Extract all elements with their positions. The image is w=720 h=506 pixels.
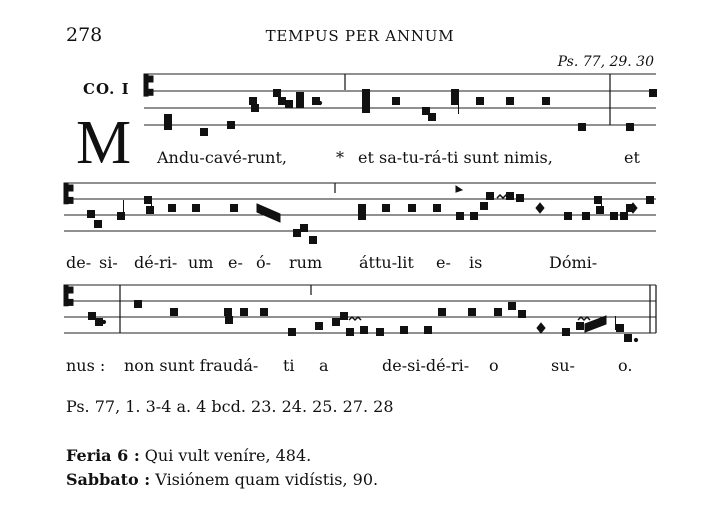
- clef-mark: [67, 185, 73, 191]
- custos: [456, 186, 462, 192]
- neume-note: [193, 205, 200, 212]
- lyric-syllables: Andu-cavé-runt,: [157, 148, 287, 167]
- neume-note: [383, 205, 390, 212]
- neume-note: [228, 122, 235, 129]
- mora-dot: [102, 320, 105, 323]
- staff-lines: [64, 74, 656, 333]
- neume-note: [225, 309, 232, 316]
- lyric-syllable: de-: [66, 253, 92, 272]
- neume-note: [301, 225, 308, 232]
- neume-note: [487, 193, 494, 200]
- neume-note: [297, 93, 304, 100]
- neume-note: [611, 213, 618, 220]
- neume-note: [457, 213, 464, 220]
- neume-note: [347, 329, 354, 336]
- lyric-syllable: um: [188, 253, 214, 272]
- page-number: 278: [66, 24, 103, 46]
- lyric-syllables: et sa-tu-rá-ti sunt nimis,: [358, 148, 553, 167]
- neume-note: [481, 203, 488, 210]
- lyric-syllable: su-: [551, 356, 575, 375]
- neume-note: [363, 98, 370, 105]
- mora-dot: [634, 338, 637, 341]
- neume-note: [89, 313, 96, 320]
- lyric-syllables: et: [624, 148, 640, 167]
- lyric-syllable: rum: [289, 253, 323, 272]
- neume-note: [169, 205, 176, 212]
- mora-dot: [630, 127, 633, 130]
- neume-note: [165, 115, 172, 122]
- neume-note: [341, 313, 348, 320]
- neume-note: [625, 335, 632, 342]
- lyric-syllable: de-si-dé-ri-: [382, 356, 470, 375]
- neume-note: [469, 309, 476, 316]
- lyric-syllable: o: [489, 356, 499, 375]
- neume-note: [274, 90, 281, 97]
- neume-note: [310, 237, 317, 244]
- neume-note: [145, 197, 152, 204]
- lyric-asterisk: *: [336, 148, 344, 167]
- lyric-syllable: o.: [618, 356, 633, 375]
- initial-letter: M: [76, 109, 132, 177]
- lyric-syllable: nus :: [66, 356, 106, 375]
- mora-dot: [318, 101, 321, 104]
- neume-note: [517, 195, 524, 202]
- neume-note: [88, 211, 95, 218]
- clef-mark: [147, 76, 153, 82]
- neume-note: [250, 98, 257, 105]
- lyric-syllable: non sunt fraudá-: [124, 356, 259, 375]
- neume-note: [579, 124, 586, 131]
- neume-diamond: [536, 203, 544, 213]
- lyric-syllable: si-: [99, 253, 118, 272]
- neume-note: [165, 123, 172, 130]
- neume-note: [333, 319, 340, 326]
- neume-note: [495, 309, 502, 316]
- chant-label: CO. I: [83, 80, 130, 98]
- neume-note: [621, 213, 628, 220]
- feria-text: Visiónem quam vidístis, 90.: [150, 470, 379, 489]
- lyric-syllable: dé-ri-: [134, 253, 178, 272]
- neume-note: [452, 98, 459, 105]
- neume-note: [617, 325, 624, 332]
- neume-note: [434, 205, 441, 212]
- neume-note: [565, 213, 572, 220]
- clef-mark: [67, 287, 73, 293]
- neume-note: [583, 213, 590, 220]
- neume-note: [241, 309, 248, 316]
- lyric-syllable: a: [319, 356, 329, 375]
- lyric-syllable: e-: [228, 253, 243, 272]
- lyric-syllable: áttu-lit: [359, 253, 414, 272]
- neume-note: [297, 101, 304, 108]
- feria-day: Sabbato :: [66, 470, 151, 489]
- running-title: TEMPUS PER ANNUM: [265, 27, 455, 45]
- neume-note: [595, 197, 602, 204]
- neume-note: [509, 303, 516, 310]
- clef-mark: [147, 89, 153, 95]
- neume-note: [147, 207, 154, 214]
- neume-diamond: [537, 323, 545, 333]
- neume-note: [507, 98, 514, 105]
- neume-note: [359, 213, 366, 220]
- psalm-verses: Ps. 77, 1. 3-4 a. 4 bcd. 23. 24. 25. 27. 28: [66, 397, 394, 416]
- neume-note: [171, 309, 178, 316]
- clef-mark: [67, 197, 73, 203]
- feria-text: Qui vult veníre, 484.: [139, 446, 312, 465]
- neume-note: [95, 221, 102, 228]
- neume-note: [377, 329, 384, 336]
- neume-note: [425, 327, 432, 334]
- neume-note: [439, 309, 446, 316]
- feria-line-2: [66, 470, 378, 489]
- clef-mark: [67, 299, 73, 305]
- neume-note: [359, 205, 366, 212]
- neume-note: [363, 106, 370, 113]
- neume-note: [361, 327, 368, 334]
- neume-note: [543, 98, 550, 105]
- neume-note: [409, 205, 416, 212]
- neume-ligature: [257, 204, 280, 222]
- neume-note: [201, 129, 208, 136]
- neume-note: [650, 90, 657, 97]
- lyric-syllable: Dómi-: [549, 253, 598, 272]
- neume-note: [471, 213, 478, 220]
- neume-note: [519, 311, 526, 318]
- neume-note: [286, 101, 293, 108]
- neume-note: [477, 98, 484, 105]
- psalm-reference: Ps. 77, 29. 30: [557, 54, 654, 70]
- neume-note: [252, 105, 259, 112]
- neume-note: [279, 98, 286, 105]
- neume-note: [563, 329, 570, 336]
- neume-note: [452, 90, 459, 97]
- neume-note: [135, 301, 142, 308]
- neume-note: [363, 90, 370, 97]
- lyric-syllable: is: [469, 253, 483, 272]
- neume-note: [577, 323, 584, 330]
- lyric-syllable: ó-: [256, 253, 272, 272]
- neume-note: [294, 230, 301, 237]
- lyric-syllable: e-: [436, 253, 451, 272]
- neume-note: [96, 319, 103, 326]
- neume-note: [401, 327, 408, 334]
- neume-note: [231, 205, 238, 212]
- neume-note: [261, 309, 268, 316]
- lyric-line-1: [157, 148, 287, 167]
- neume-note: [289, 329, 296, 336]
- neume-note: [597, 207, 604, 214]
- neume-note: [647, 197, 654, 204]
- neume-note: [429, 114, 436, 121]
- feria-day: Feria 6 :: [66, 446, 140, 465]
- feria-line-1: [66, 446, 311, 465]
- lyric-syllable: ti: [283, 356, 295, 375]
- neume-note: [393, 98, 400, 105]
- neume-note: [316, 323, 323, 330]
